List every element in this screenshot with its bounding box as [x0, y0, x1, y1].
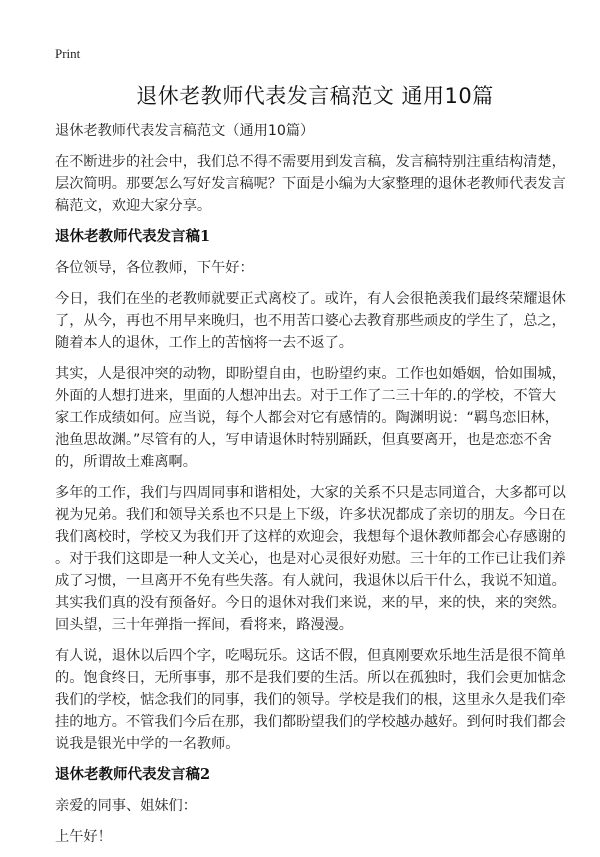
intro-paragraph — [55, 151, 566, 217]
text-line: 说我是银光中学的一名教师。 — [55, 736, 240, 752]
text-line: 的，所谓故土难离啊。 — [55, 454, 197, 470]
text-line: 今日，我们在坐的老教师就要正式离校了。或许，有人会很艳羡我们最终荣耀退休 — [55, 291, 566, 307]
paragraph: 上午好！ — [55, 829, 112, 845]
text-line: 稿范文，欢迎大家分享。 — [55, 198, 212, 214]
print-link[interactable]: Print — [55, 46, 81, 61]
text-line: 的。饱食终日，无所事事，那不是我们要的生活。所以在孤独时，我们会更加惦念 — [55, 670, 566, 686]
paragraph — [55, 482, 566, 636]
text-line: 多年的工作，我们与四周同事和谐相处，大家的关系不只是志同道合，大多都可以 — [55, 485, 566, 501]
text-line: 。对于我们这即是一种人文关心，也是对心灵很好劝慰。三十年的工作已让我们养 — [55, 551, 566, 567]
page-title: 退休老教师代表发言稿范文 通用10篇 — [136, 84, 494, 108]
section-heading-1: 退休老教师代表发言稿1 — [55, 228, 211, 245]
document-body — [55, 120, 566, 857]
paragraph — [55, 363, 566, 473]
text-line: 我们离校时，学校又为我们开了这样的欢迎会，我想每个退休教师都会心存感谢的 — [55, 529, 566, 545]
greeting-1: 各位领导，各位教师，下午好： — [55, 260, 254, 276]
text-line: 其实我们真的没有预备好。今日的退休对我们来说，来的早，来的快，来的突然。 — [55, 595, 566, 611]
text-line: 外面的人想打进来，里面的人想冲出去。对于工作了二三十年的.的学校，不管大 — [55, 388, 557, 404]
text-line: 池鱼思故渊。”尽管有的人，写申请退休时特别踊跃，但真要离开，也是恋恋不舍 — [55, 432, 552, 448]
text-line: 有人说，退休以后四个字，吃喝玩乐。这话不假，但真刚要欢乐地生活是很不简单 — [55, 648, 566, 664]
text-line: 随着本人的退休，工作上的苦恼将一去不返了。 — [55, 335, 353, 351]
text-line: 层次简明。那要怎么写好发言稿呢？下面是小编为大家整理的退休老教师代表发言 — [55, 176, 566, 192]
text-line: 回头望，三十年弹指一挥间，看将来，路漫漫。 — [55, 617, 353, 633]
section-heading-2: 退休老教师代表发言稿2 — [55, 766, 211, 783]
text-line: 在不断进步的社会中，我们总不得不需要用到发言稿，发言稿特别注重结构清楚， — [55, 154, 566, 170]
paragraph — [55, 288, 566, 354]
text-line: 其实，人是很冲突的动物，即盼望自由，也盼望约束。工作也如婚姻，恰如围城， — [55, 366, 566, 382]
text-line: 家工作成绩如何。应当说，每个人都会对它有感情的。陶渊明说：“羁鸟恋旧林， — [55, 410, 559, 426]
greeting-2: 亲爱的同事、姐妹们： — [55, 798, 197, 814]
text-line: 挂的地方。不管我们今后在那，我们都盼望我们的学校越办越好。到何时我们都会 — [55, 714, 566, 730]
text-line: 成了习惯，一旦离开不免有些失落。有人就问，我退休以后干什么，我说不知道。 — [55, 573, 566, 589]
paragraph — [55, 645, 566, 755]
text-line: 我们的学校，惦念我们的同事，我们的领导。学校是我们的根，这里永久是我们牵 — [55, 692, 566, 708]
subtitle: 退休老教师代表发言稿范文（通用10篇） — [55, 123, 315, 139]
text-line: 了，从今，再也不用早来晚归，也不用苦口婆心去教育那些顽皮的学生了，总之， — [55, 313, 566, 329]
text-line: 视为兄弟。我们和领导关系也不只是上下级，许多状况都成了亲切的朋友。今日在 — [55, 507, 566, 523]
